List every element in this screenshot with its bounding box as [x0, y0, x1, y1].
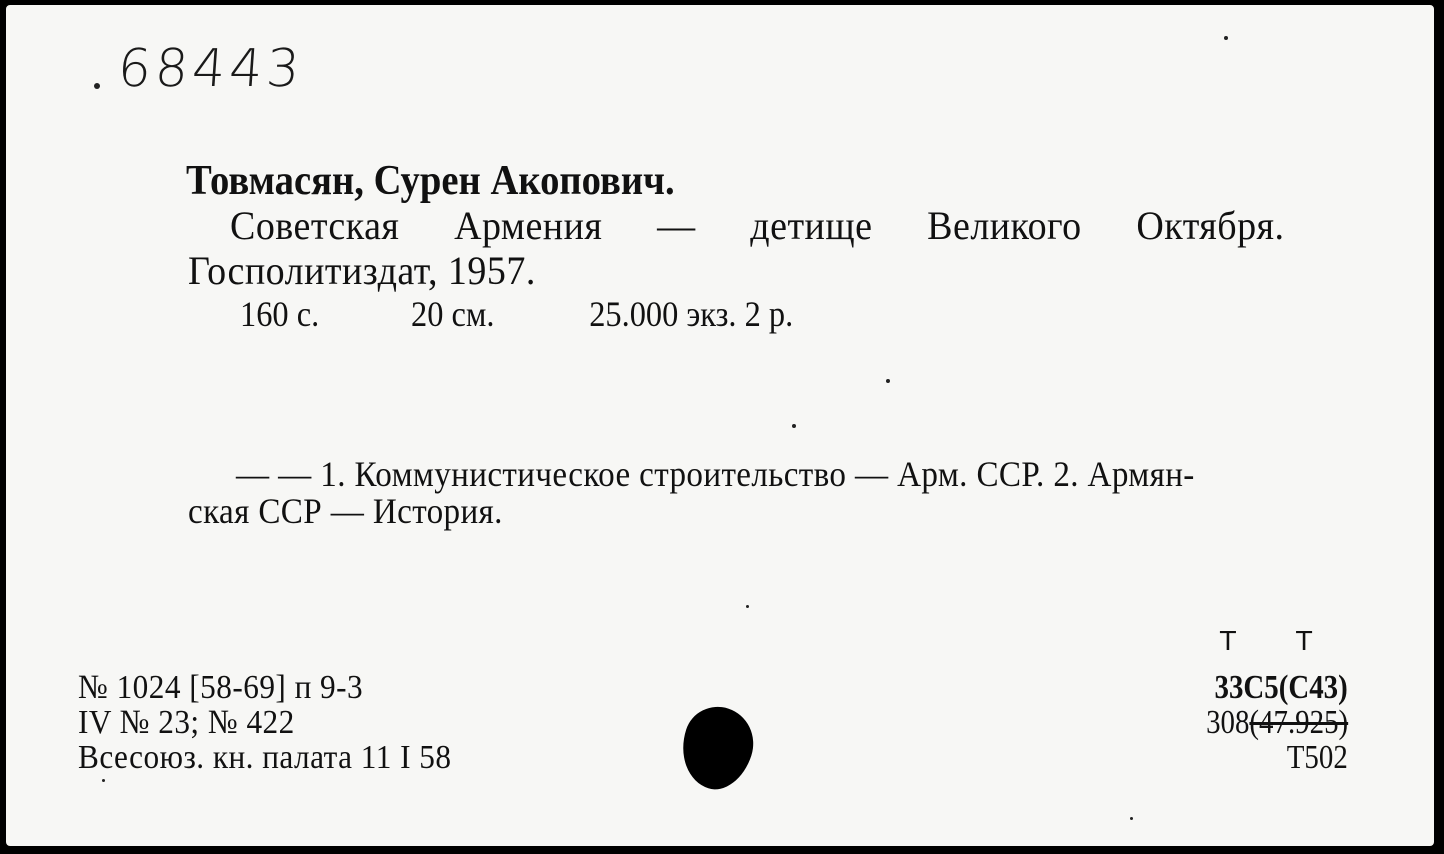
- subject-headings-line-2: ская ССР — История.: [188, 491, 503, 531]
- size: 20 см.: [411, 294, 495, 334]
- page-count: 160 с.: [240, 294, 320, 334]
- title-word: детище: [750, 203, 873, 248]
- old-classification-code: [1206, 704, 1348, 742]
- handwritten-marks: Т Т: [1219, 627, 1338, 657]
- old-class-prefix: 308: [1205, 704, 1250, 741]
- catalog-card: [4, 3, 1436, 848]
- author-mark: Т502: [1286, 739, 1348, 776]
- registration-number: № 1024 [58-69] п 9-3: [78, 669, 364, 706]
- title-word: Октября.: [1136, 203, 1285, 248]
- struck-class-part: (47.925): [1249, 704, 1348, 741]
- title-word: Советская: [230, 203, 400, 248]
- physical-description: [240, 293, 793, 335]
- issue-number: IV № 23; № 422: [78, 704, 295, 741]
- title-line-1: [230, 202, 1285, 249]
- classification-code: 33С5(С43): [1214, 669, 1348, 706]
- author-heading: Товмасян, Сурен Акопович.: [186, 158, 675, 204]
- speck: [886, 379, 890, 383]
- speck: [792, 424, 796, 428]
- chamber-imprint: Всесоюз. кн. палата 11 I 58: [78, 739, 452, 776]
- title-word: Армения: [454, 203, 603, 248]
- speck: [102, 779, 105, 782]
- ink-dot: [94, 83, 100, 89]
- speck: [746, 605, 749, 608]
- speck: [1224, 36, 1228, 40]
- subject-headings-line-1: — — 1. Коммунистическое строительство — Арм. ССР. 2. Армян-: [236, 454, 1195, 494]
- copies-price: 25.000 экз. 2 р.: [589, 294, 794, 334]
- title-word: —: [657, 203, 696, 248]
- handwritten-accession-number: 68443: [115, 39, 306, 99]
- publisher-year: Госполитиздат, 1957.: [188, 248, 536, 293]
- speck: [1130, 817, 1133, 820]
- punch-hole: [671, 698, 763, 798]
- title-word: Великого: [927, 203, 1082, 248]
